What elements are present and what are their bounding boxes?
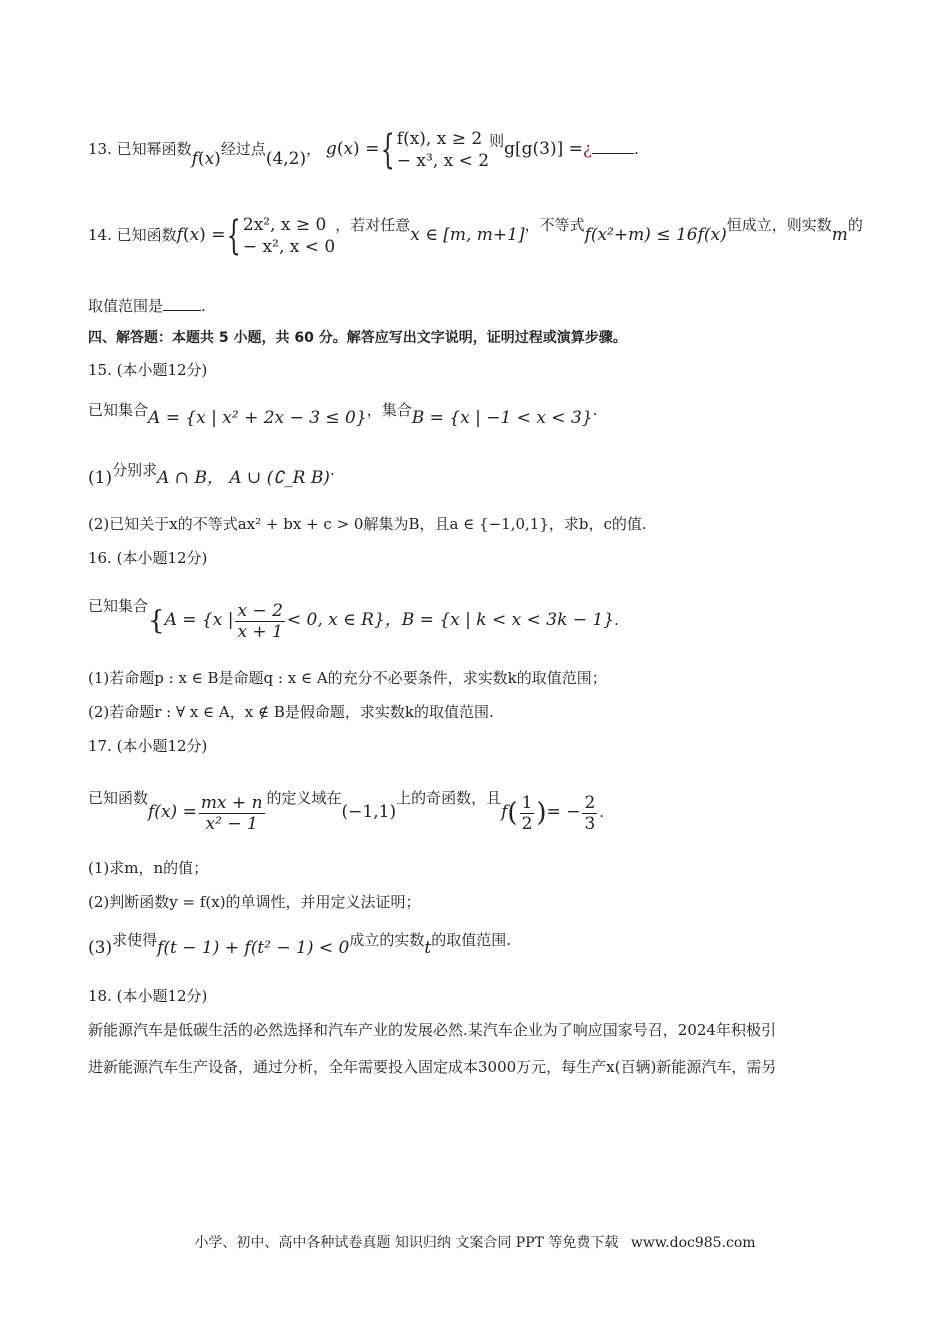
q18-header: 18. (本小题12分) xyxy=(88,987,208,1005)
q17-value: $\frac{2}{3}$ xyxy=(584,792,596,834)
q13-cases: f(x), x ≥ 2 − x³, x < 2 xyxy=(396,129,490,171)
q16-set-a: < 0, x ∈ R} xyxy=(286,610,385,630)
q17-intro: 已知函数f(x) = $\frac{mx + n}{\text{x² − 1}}$ 的定义域在(−1,1)上的奇函数，且f( $\frac{1}{2}$ )= − $\frac{2}{3}$ . xyxy=(88,789,605,834)
question-14: 14. 已知函数f(x) ={ 2x², x ≥ 0 − x², x < 0 ，若对任意x ∈ [m, m+1]，不等式f(x²+m) ≤ 16f(x)恒成立，则实数m的 xyxy=(88,213,863,259)
q16-fraction: $\frac{x - 2}{x + 1}$ xyxy=(237,600,283,642)
q16-part2: (2)若命题r : ∀ x ∈ A，x ∉ B是假命题，求实数k的取值范围. xyxy=(88,703,494,721)
q14-interval: x ∈ [m, m+1] xyxy=(410,225,525,245)
q14-answer-blank xyxy=(163,310,201,311)
footer-text: 小学、初中、高中各种试卷真题 知识归纳 文案合同 PPT 等免费下载 xyxy=(194,1235,619,1251)
q18-line1: 新能源汽车是低碳生活的必然选择和汽车产业的发展必然.某汽车企业为了响应国家号召，2024年积极引 xyxy=(88,1021,776,1039)
q17-half: $\frac{1}{2}$ xyxy=(521,792,533,834)
q18-line2: 进新能源汽车生产设备，通过分析，全年需要投入固定成本3000万元，每生产x(百辆)新能源汽车，需另 xyxy=(88,1058,777,1076)
q17-header: 17. (本小题12分) xyxy=(88,737,208,755)
q17-part1: (1)求m，n的值； xyxy=(88,859,209,877)
q13-point: (4,2) xyxy=(265,149,307,169)
footer-link[interactable]: www.doc985.com xyxy=(630,1235,756,1251)
q16-set-b: ，B = {x | k < x < 3k − 1} xyxy=(384,610,615,630)
q15-part1: (1)分别求A ∩ B， A ∪ (∁_R B). xyxy=(88,461,335,488)
q15-part1-expr: A ∩ B， A ∪ (∁_R B) xyxy=(157,468,330,488)
q13-answer-blank xyxy=(592,153,634,154)
q13-label: 13. 已知幂函数 xyxy=(88,140,192,158)
q15-header: 15. (本小题12分) xyxy=(88,361,208,379)
q15-set-b: B = {x | −1 < x < 3} xyxy=(411,408,593,428)
q15-set-a: A = {x | x² + 2x − 3 ≤ 0} xyxy=(148,408,367,428)
q17-part3-expr: f(t − 1) + f(t² − 1) < 0 xyxy=(157,938,350,958)
q17-fraction: $\frac{mx + n}{\text{x² − 1}}$ xyxy=(200,792,263,834)
q14-label: 14. 已知函数 xyxy=(88,226,177,244)
question-13: 13. 已知幂函数f(x)经过点(4,2)， g(x) ={ f(x), x ≥ 2 − x³, x < 2 则g[g(3)] =¿ . xyxy=(88,127,639,173)
q16-header: 16. (本小题12分) xyxy=(88,549,208,567)
q17-part2: (2)判断函数y = f(x)的单调性，并用定义法证明； xyxy=(88,893,421,911)
q17-domain: (−1,1) xyxy=(341,802,397,822)
page-footer xyxy=(0,1232,950,1252)
q15-intro: 已知集合A = {x | x² + 2x − 3 ≤ 0}，集合B = {x | −1 < x < 3}. xyxy=(88,401,598,428)
q14-line2: 取值范围是 . xyxy=(88,297,206,315)
q17-part3: (3)求使得f(t − 1) + f(t² − 1) < 0成立的实数t的取值范围. xyxy=(88,931,511,958)
q14-cases: 2x², x ≥ 0 − x², x < 0 xyxy=(242,215,336,257)
section-4-heading: 四、解答题：本题共 5 小题，共 60 分。解答应写出文字说明，证明过程或演算步骤。 xyxy=(88,330,627,346)
q13-expr: g[g(3)] = xyxy=(504,139,583,159)
q16-intro: 已知集合{A = {x | $\frac{x - 2}{x + 1}$ < 0, x ∈ R}，B = {x | k < x < 3k − 1}. xyxy=(88,597,619,642)
q14-inequality: f(x²+m) ≤ 16f(x) xyxy=(584,225,727,245)
q15-part2: (2)已知关于x的不等式ax² + bx + c > 0解集为B，且a ∈ {−1,0,1}，求b，c的值. xyxy=(88,515,647,533)
q16-part1: (1)若命题p : x ∈ B是命题q : x ∈ A的充分不必要条件，求实数k的取值范围； xyxy=(88,669,607,687)
